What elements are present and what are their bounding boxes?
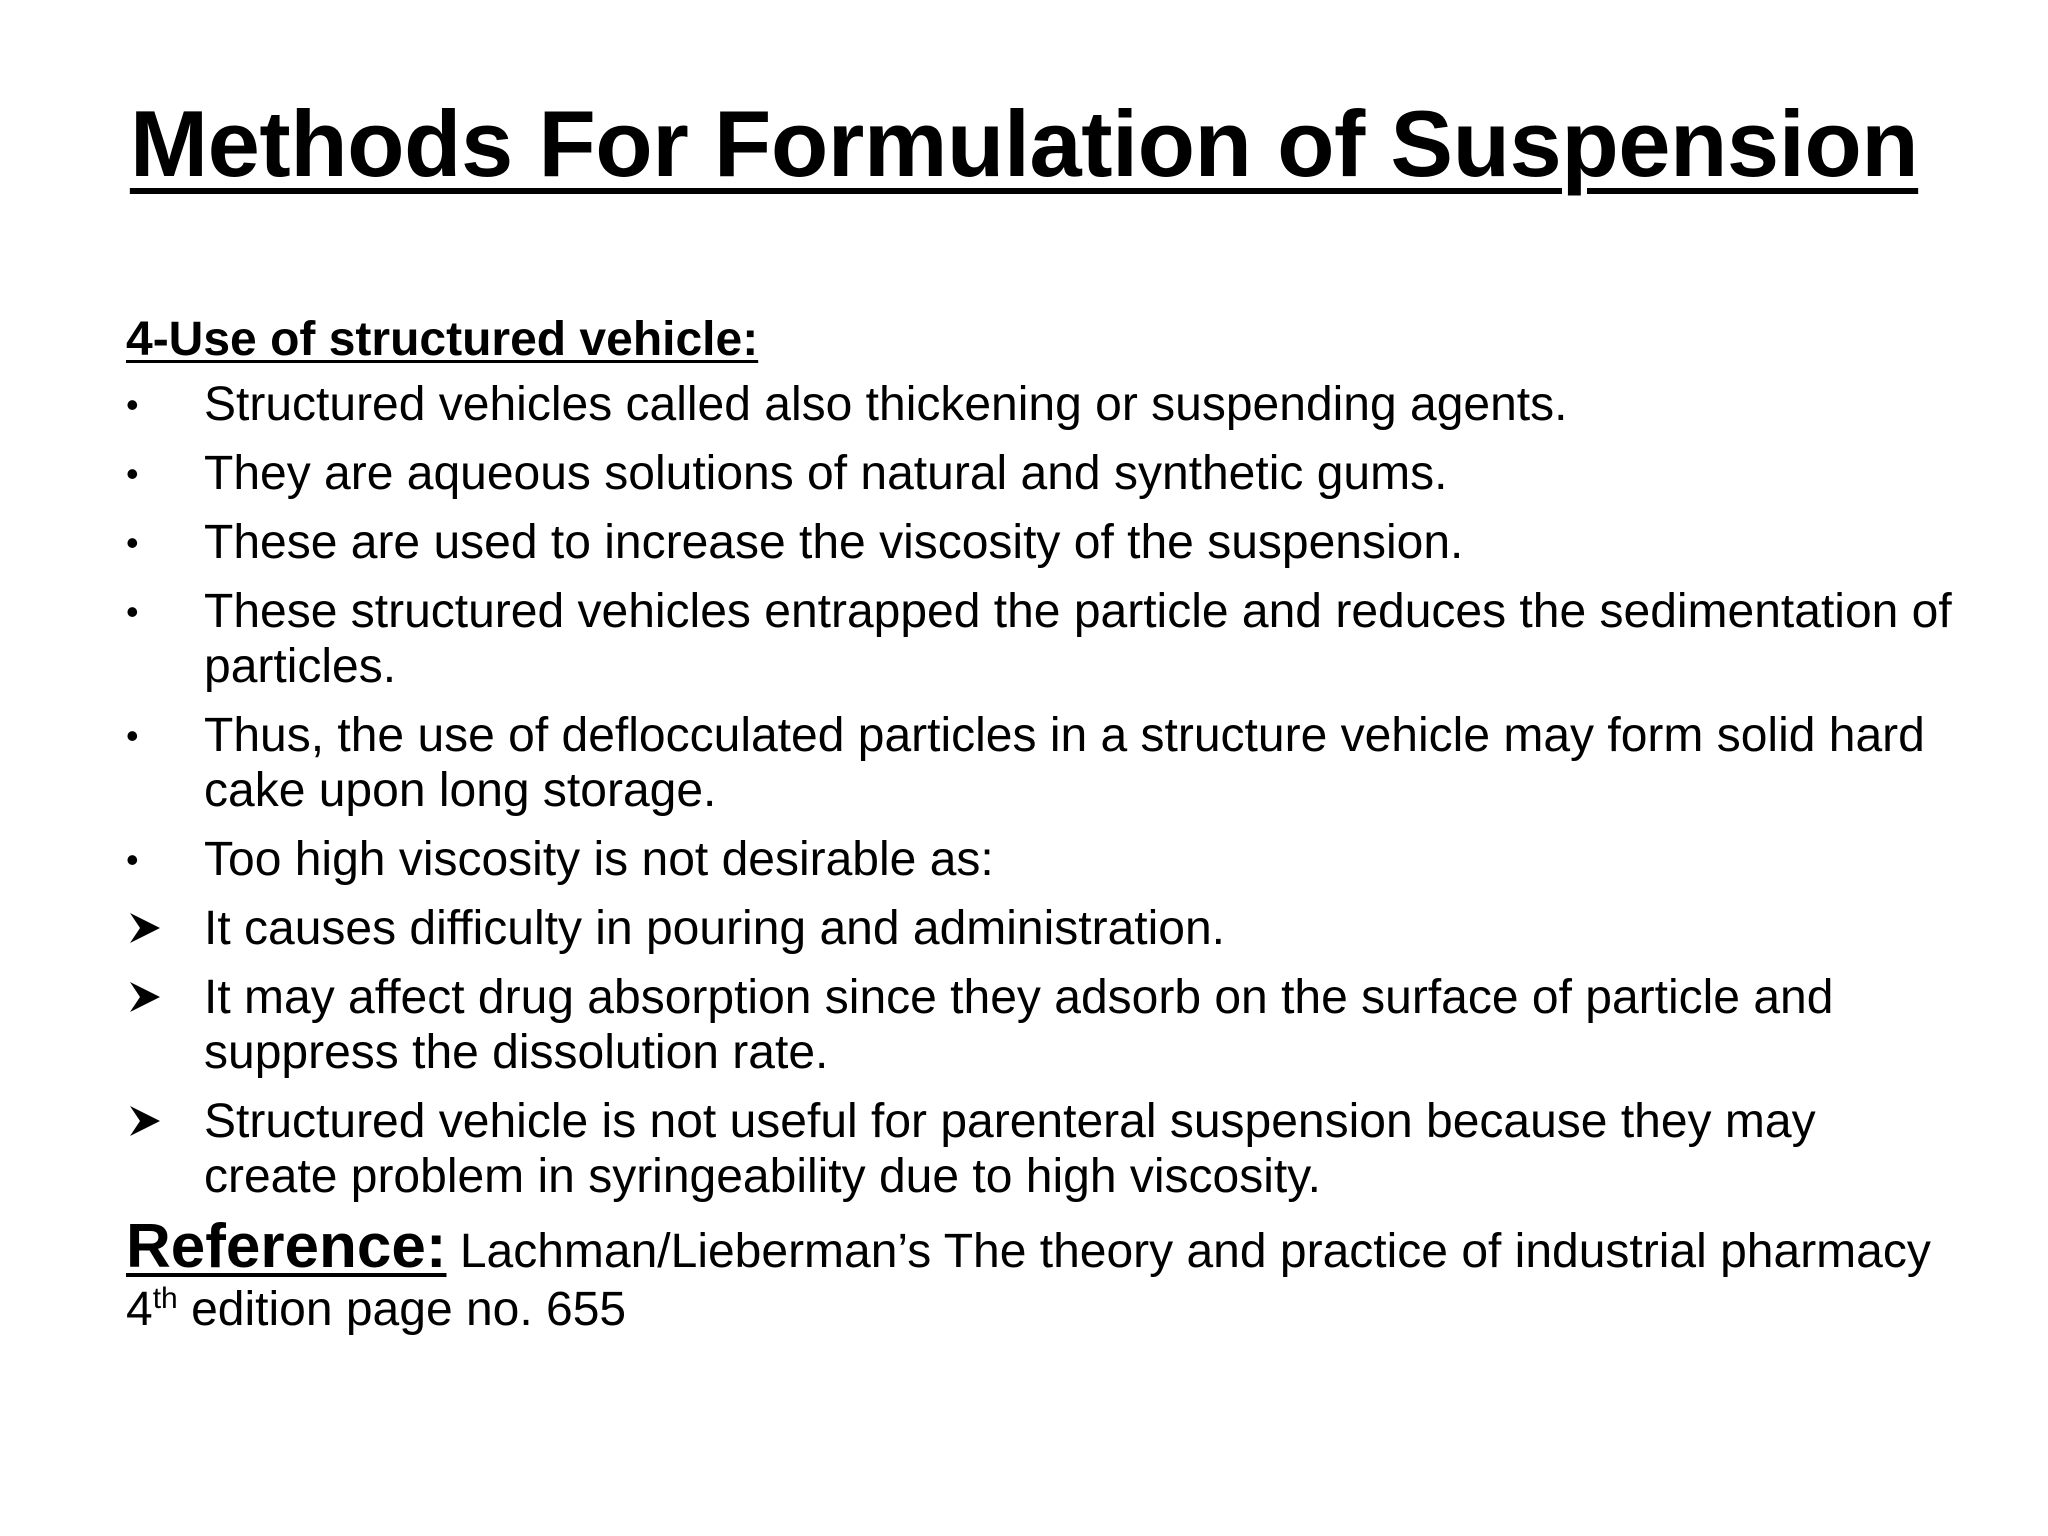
bullet-icon: • [126, 839, 139, 880]
slide-title-container [0, 92, 2048, 195]
bullet-text: These structured vehicles entrapped the particle and reduces the sedimentation of particles. [204, 585, 1952, 693]
reference-label: Reference: [126, 1212, 447, 1281]
bullet-icon: • [126, 453, 139, 494]
reference-text: Lachman/Lieberman’s The theory and practice of industrial pharmacy 4 [126, 1225, 1931, 1336]
bullet-text: Too high viscosity is not desirable as: [204, 833, 994, 886]
reference-superscript: th [152, 1282, 178, 1315]
bullet-item [126, 832, 1956, 887]
bullet-item [126, 584, 1956, 694]
bullet-text: Structured vehicles called also thickening or suspending agents. [204, 378, 1568, 431]
reference-text-end: edition page no. 655 [177, 1283, 627, 1336]
sub-point-item [126, 901, 1956, 956]
bullet-text: They are aqueous solutions of natural and synthetic gums. [204, 447, 1448, 500]
bullet-text: These are used to increase the viscosity of the suspension. [204, 516, 1464, 569]
bullet-icon: • [126, 715, 139, 756]
sub-point-text: It causes difficulty in pouring and administration. [204, 902, 1226, 955]
bullet-text: Thus, the use of deflocculated particles in a structure vehicle may form solid hard cake upon long storage. [204, 709, 1925, 817]
section-heading: 4-Use of structured vehicle: [126, 313, 759, 366]
bullet-icon: • [126, 591, 139, 632]
bullet-item [126, 515, 1956, 570]
bullet-icon: • [126, 384, 139, 425]
sub-point-text: It may affect drug absorption since they adsorb on the surface of particle and suppress the dissolution rate. [204, 971, 1834, 1079]
reference-block [126, 1212, 1956, 1339]
bullet-item [126, 377, 1956, 432]
slide-title: Methods For Formulation of Suspension [129, 91, 1919, 196]
sub-point-item [126, 970, 1956, 1080]
bullet-item [126, 446, 1956, 501]
sub-point-text: Structured vehicle is not useful for parenteral suspension because they may create problem in syringeability due to high viscosity. [204, 1095, 1816, 1203]
sub-point-item [126, 1094, 1956, 1204]
bullet-icon: • [126, 522, 139, 563]
slide-content [126, 312, 1956, 1339]
bullet-item [126, 708, 1956, 818]
